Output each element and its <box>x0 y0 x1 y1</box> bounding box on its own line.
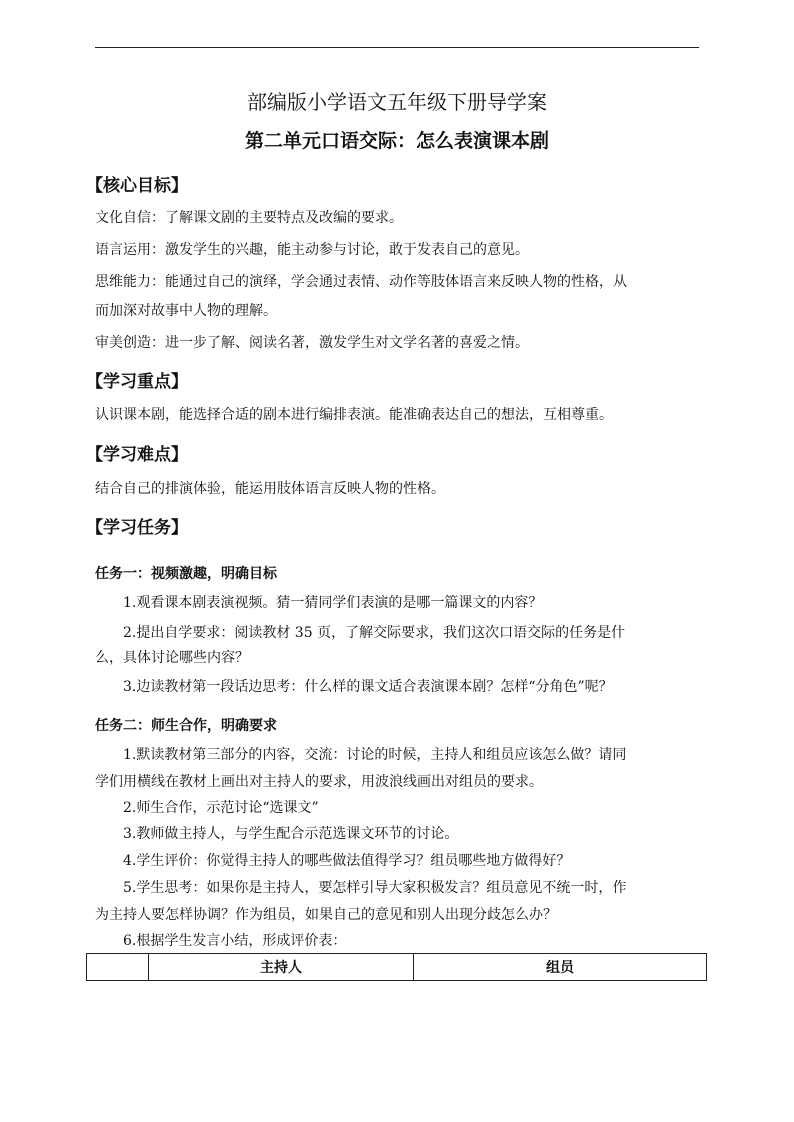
task1-title: 任务一：视频激趣，明确目标 <box>95 566 277 582</box>
heading-key-points: 【学习重点】 <box>86 372 188 392</box>
task2-line: 6.根据学生发言小结，形成评价表： <box>123 933 347 949</box>
doc-subtitle: 第二单元口语交际：怎么表演课本剧 <box>244 130 549 152</box>
header-rule <box>95 47 699 48</box>
doc-title: 部编版小学语文五年级下册导学案 <box>247 90 547 114</box>
goal-line: 审美创造：进一步了解、阅读名著，激发学生对文学名著的喜爱之情。 <box>95 335 529 351</box>
task2-line: 1.默读教材第三部分的内容，交流：讨论的时候，主持人和组员应该怎么做？请同 <box>123 747 627 763</box>
table-header-cell <box>87 954 149 981</box>
task2-line: 2.师生合作，示范讨论“选课文” <box>123 800 319 816</box>
task2-line: 5.学生思考：如果你是主持人，要怎样引导大家积极发言？组员意见不统一时，作 <box>123 880 627 896</box>
heading-core-goals: 【核心目标】 <box>86 176 188 196</box>
heading-tasks: 【学习任务】 <box>86 518 188 538</box>
key-point-line: 认识课本剧，能选择合适的剧本进行编排表演。能准确表达自己的想法，互相尊重。 <box>95 407 613 423</box>
task1-line: 么，具体讨论哪些内容？ <box>95 650 249 666</box>
task2-line: 学们用横线在教材上画出对主持人的要求，用波浪线画出对组员的要求。 <box>95 774 543 790</box>
goal-line: 文化自信：了解课文剧的主要特点及改编的要求。 <box>95 210 403 226</box>
table-header-row <box>87 954 707 981</box>
task1-line: 2.提出自学要求：阅读教材 35 页，了解交际要求，我们这次口语交际的任务是什 <box>123 625 626 641</box>
task2-line: 为主持人要怎样协调？作为组员，如果自己的意见和别人出现分歧怎么办？ <box>95 907 557 923</box>
heading-difficulties: 【学习难点】 <box>86 445 188 465</box>
task2-line: 4.学生评价：你觉得主持人的哪些做法值得学习？组员哪些地方做得好？ <box>123 853 571 869</box>
table-header-cell: 主持人 <box>149 954 414 981</box>
task2-title: 任务二：师生合作，明确要求 <box>95 718 277 734</box>
evaluation-table <box>86 953 707 981</box>
goal-line: 思维能力：能通过自己的演绎，学会通过表情、动作等肢体语言来反映人物的性格，从 <box>95 274 627 290</box>
task2-line: 3.教师做主持人，与学生配合示范选课文环节的讨论。 <box>123 826 459 842</box>
task1-line: 3.边读教材第一段话边思考：什么样的课文适合表演课本剧？怎样“分角色”呢？ <box>123 679 613 695</box>
task1-line: 1.观看课本剧表演视频。猜一猜同学们表演的是哪一篇课文的内容？ <box>123 595 543 611</box>
table-header-cell: 组员 <box>414 954 707 981</box>
goal-line: 语言运用：激发学生的兴趣，能主动参与讨论，敢于发表自己的意见。 <box>95 242 529 258</box>
goal-line: 而加深对故事中人物的理解。 <box>95 303 277 319</box>
difficulty-line: 结合自己的排演体验，能运用肢体语言反映人物的性格。 <box>95 481 445 497</box>
